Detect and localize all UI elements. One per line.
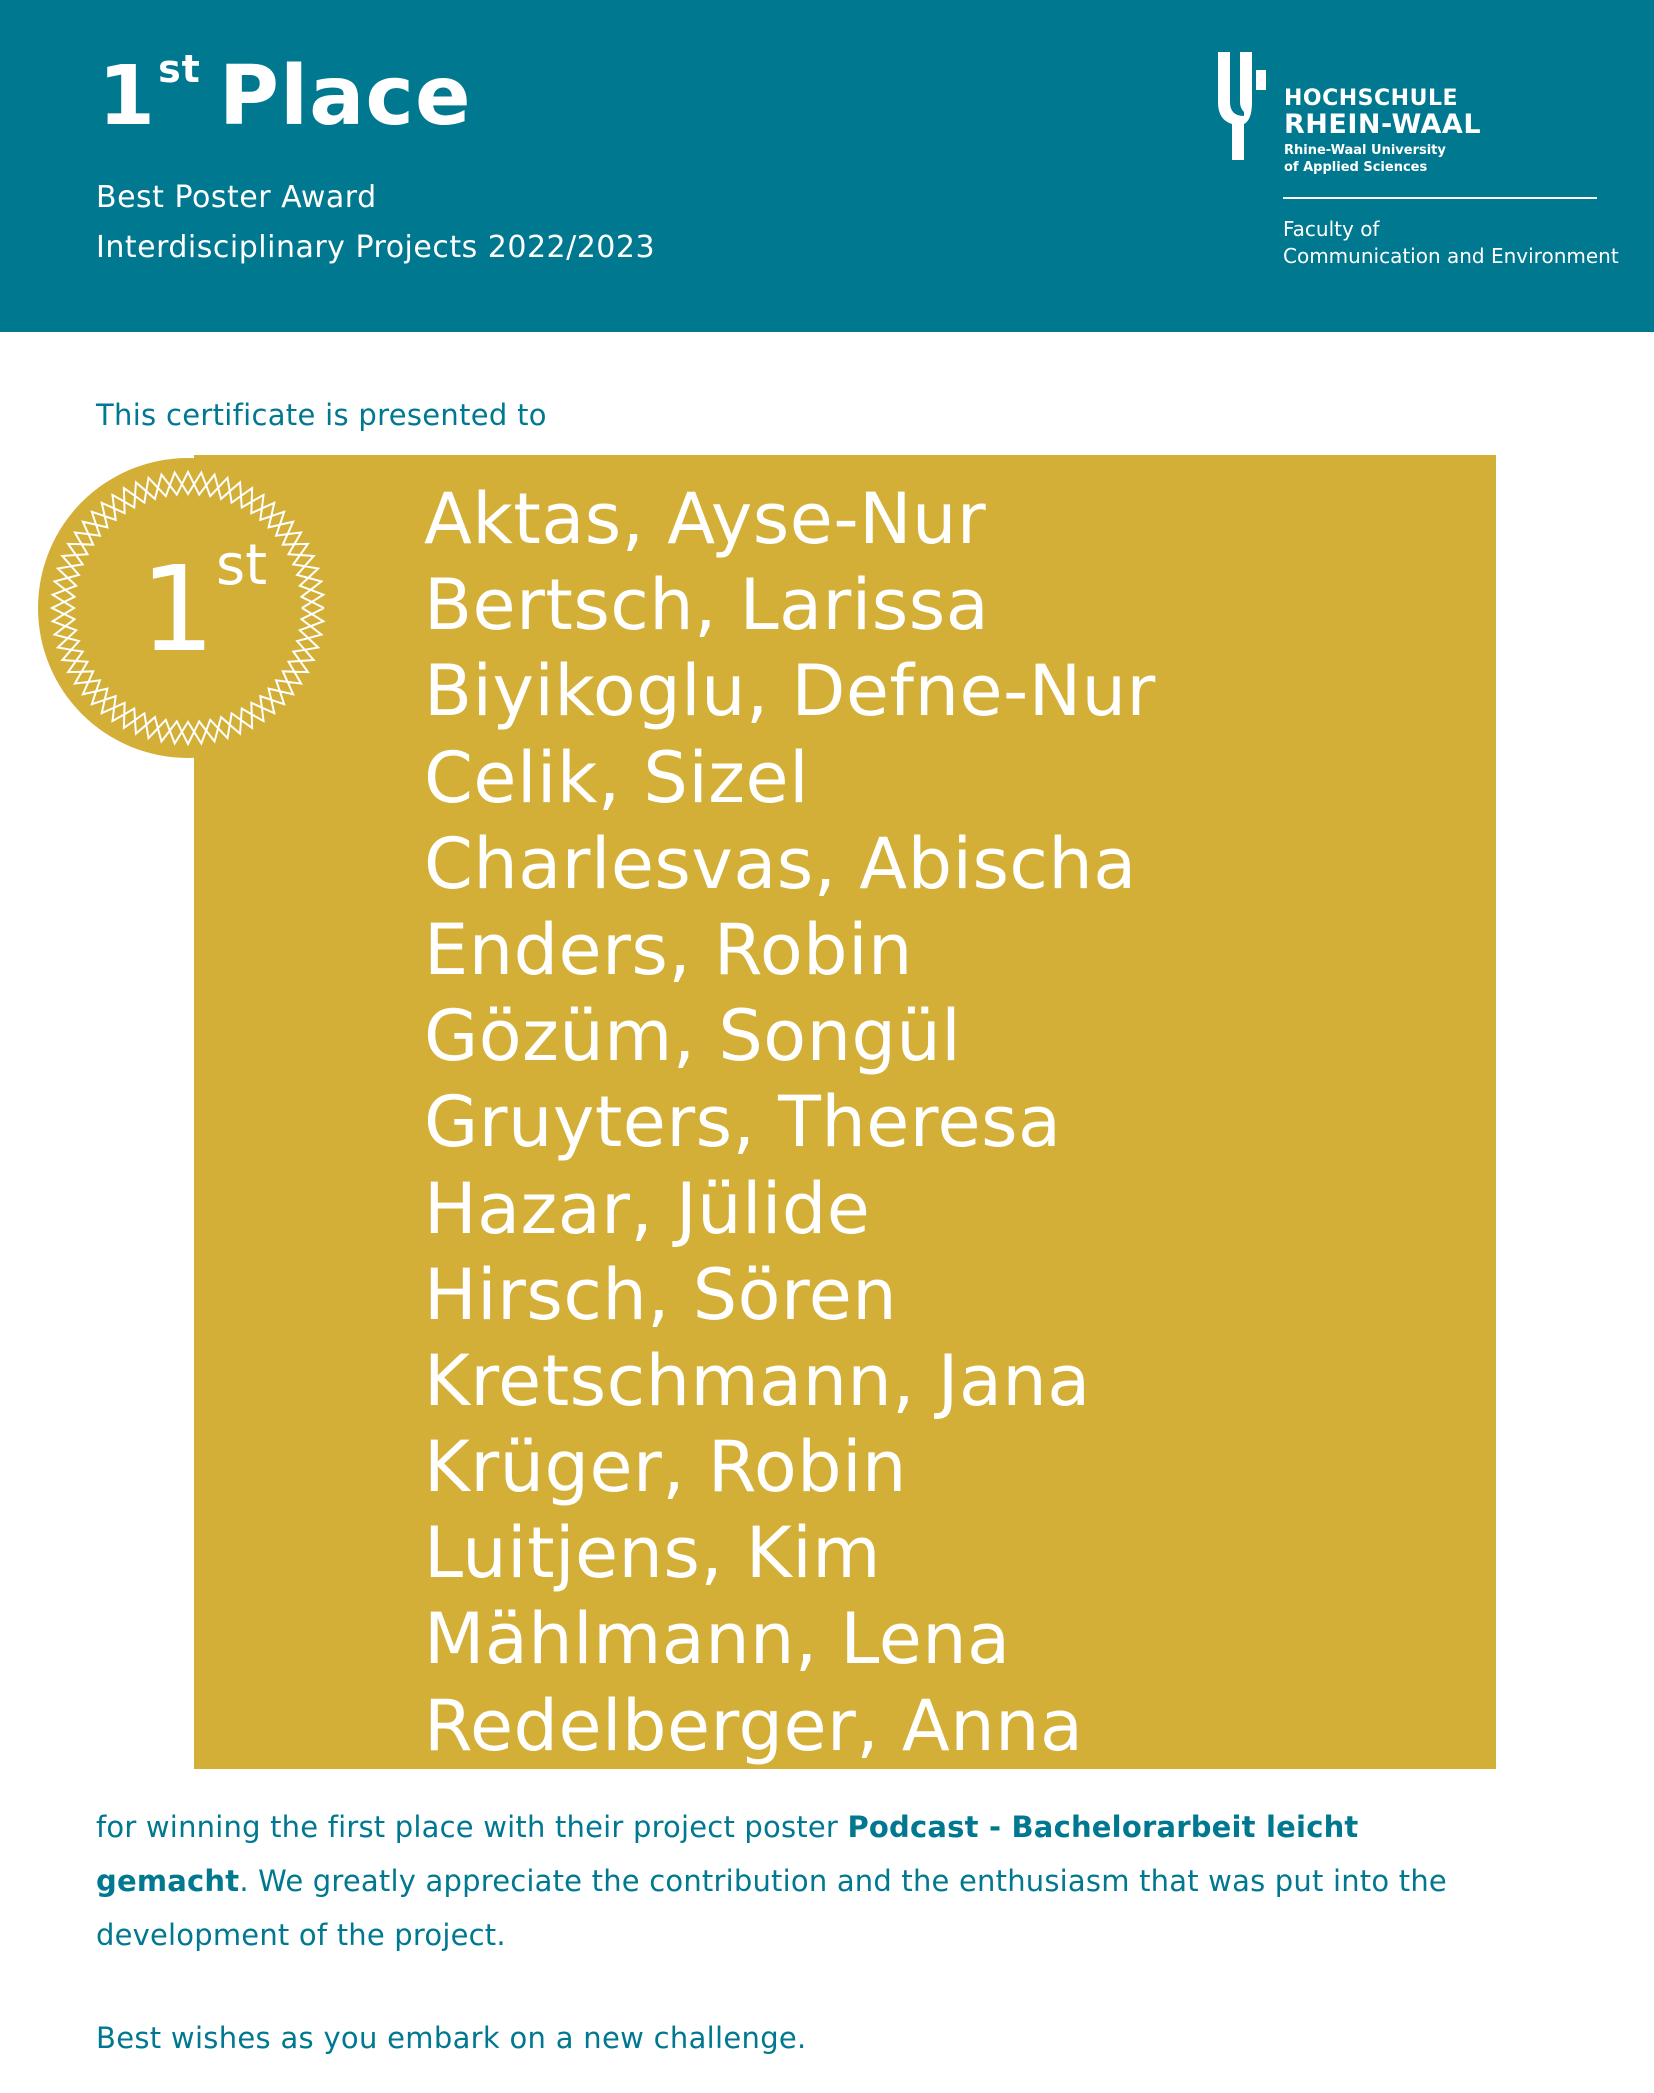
logo-text-university: Rhine-Waal University: [1284, 143, 1446, 158]
recipient-name: Hirsch, Sören: [424, 1253, 898, 1336]
place-number: 1: [98, 49, 157, 144]
project-title: Podcast - Bachelorarbeit leicht gemacht: [96, 1810, 1359, 1898]
logo-text-applied-sciences: of Applied Sciences: [1284, 160, 1428, 175]
recipient-name: Krüger, Robin: [424, 1426, 907, 1509]
logo-divider: [1283, 197, 1597, 199]
program-name: Interdisciplinary Projects 2022/2023: [96, 230, 656, 265]
presented-to-text: This certificate is presented to: [96, 398, 547, 432]
recipient-name: Gözüm, Songül: [424, 995, 962, 1078]
header-band: [0, 0, 1654, 332]
award-name: Best Poster Award: [96, 180, 377, 215]
university-logo: [1214, 50, 1614, 180]
recipient-name: Hazar, Jülide: [424, 1167, 871, 1250]
recipient-name: Gruyters, Theresa: [424, 1081, 1062, 1164]
badge-suffix: st: [216, 533, 268, 598]
place-title: [98, 47, 472, 144]
badge-number: 1: [140, 540, 216, 678]
faculty-line-2: Communication and Environment: [1283, 244, 1619, 268]
university-y-icon: [1214, 50, 1278, 162]
closing-paragraph: [96, 1800, 1516, 1962]
best-wishes-text: Best wishes as you embark on a new challenge.: [96, 2021, 807, 2055]
recipient-name: Redelberger, Anna: [424, 1684, 1084, 1767]
place-suffix: st: [158, 47, 201, 91]
faculty-line-1: Faculty of: [1283, 217, 1380, 241]
recipient-name: Charlesvas, Abischa: [424, 822, 1137, 905]
closing-intro: for winning the first place with their project poster: [96, 1810, 848, 1844]
recipient-name: Biyikoglu, Defne-Nur: [424, 650, 1156, 733]
recipient-name: Bertsch, Larissa: [424, 564, 990, 647]
recipient-name: Kretschmann, Jana: [424, 1339, 1091, 1422]
recipient-name: Enders, Robin: [424, 908, 913, 991]
recipient-name: Aktas, Ayse-Nur: [424, 478, 987, 560]
closing-appreciation: . We greatly appreciate the contribution and the enthusiasm that was put into the development of the project.: [96, 1864, 1447, 1952]
recipient-name: Mählmann, Lena: [424, 1598, 1011, 1681]
recipient-name: Celik, Sizel: [424, 736, 810, 819]
recipient-list: [424, 476, 1156, 1769]
logo-text-hochschule: HOCHSCHULE: [1284, 86, 1458, 111]
place-word: Place: [218, 49, 472, 144]
recipient-name: Luitjens, Kim: [424, 1512, 881, 1595]
logo-text-rhein-waal: RHEIN-WAAL: [1284, 109, 1482, 140]
